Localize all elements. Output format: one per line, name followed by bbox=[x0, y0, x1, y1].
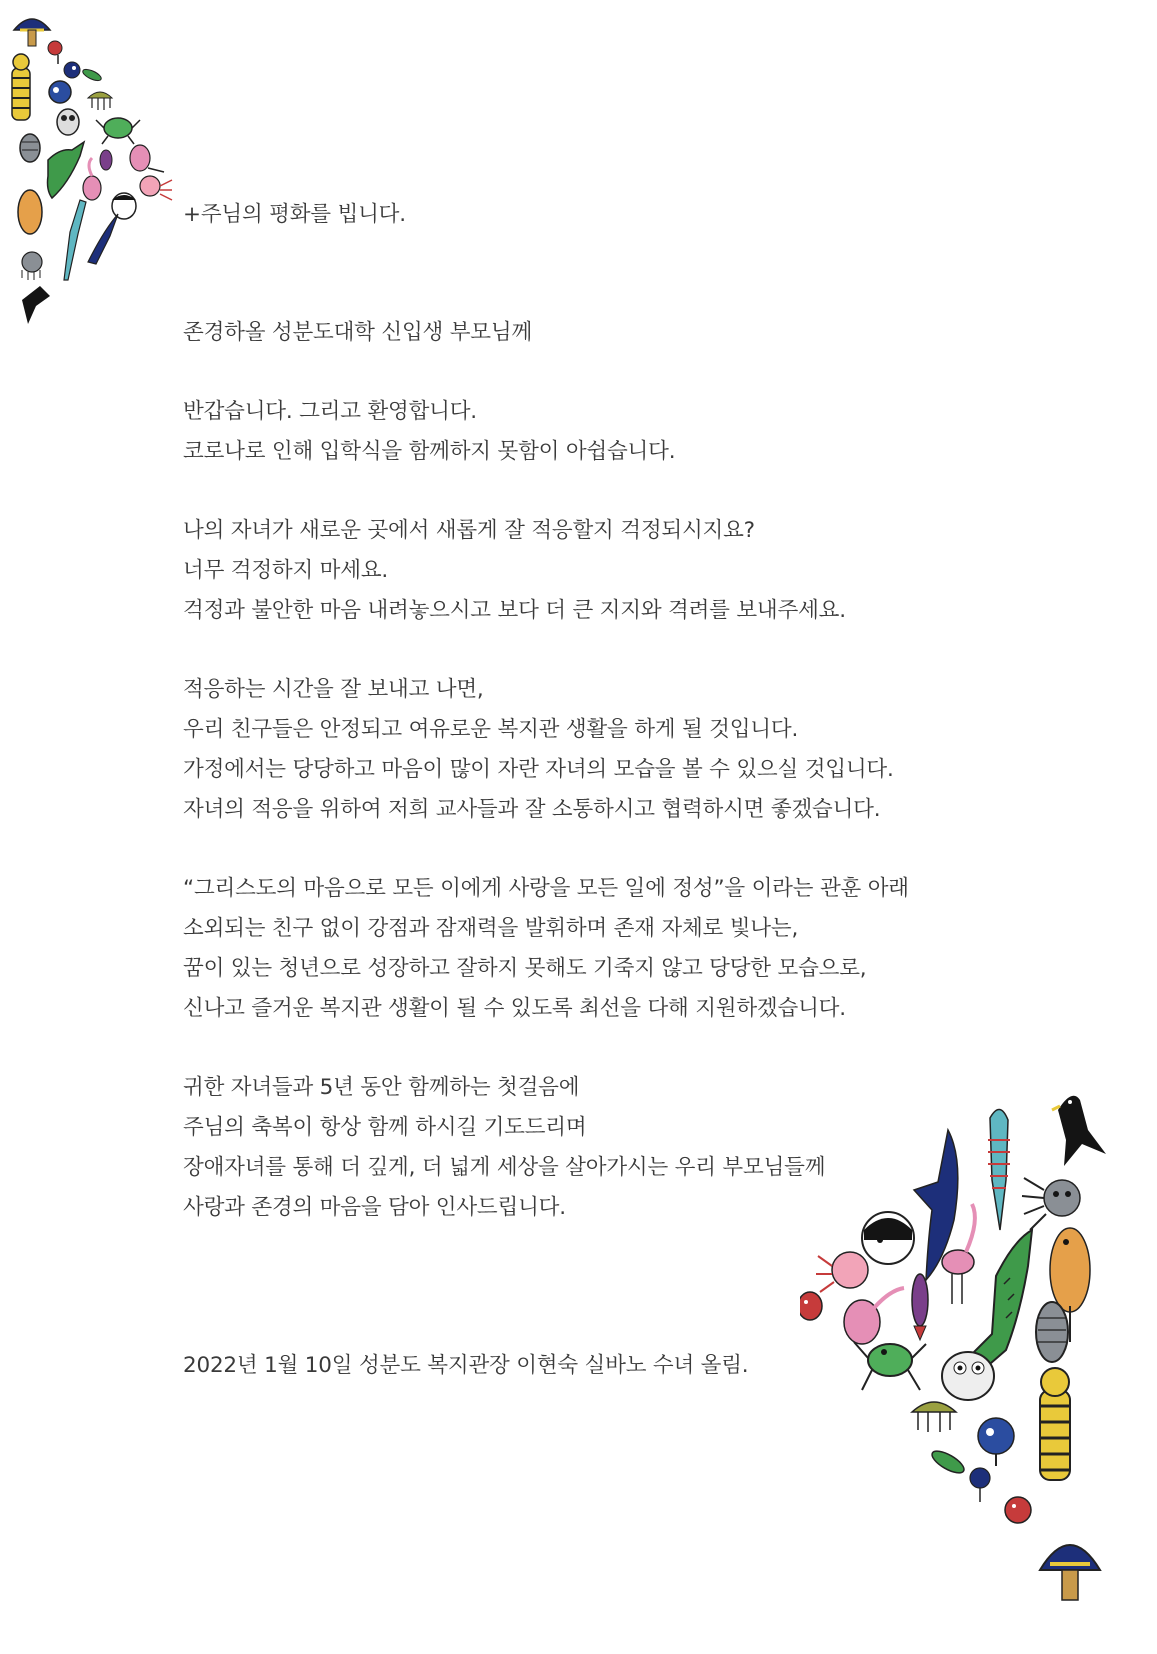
letter-salutation: 존경하올 성분도대학 신입생 부모님께 bbox=[183, 320, 533, 345]
letter-line: 귀한 자녀들과 5년 동안 함께하는 첫걸음에 bbox=[183, 1075, 580, 1100]
octopus-icon bbox=[816, 1252, 868, 1292]
owl-icon bbox=[57, 109, 79, 135]
blue-orb-icon bbox=[978, 1418, 1014, 1466]
blue-bird-icon bbox=[970, 1468, 990, 1502]
seal-icon bbox=[18, 190, 42, 234]
lizard-icon bbox=[929, 1447, 967, 1477]
teal-lizard-icon bbox=[988, 1109, 1010, 1230]
blue-bird-icon bbox=[64, 62, 80, 78]
blue-orb-icon bbox=[49, 81, 71, 103]
small-fish-icon bbox=[100, 150, 112, 170]
letter-line: 사랑과 존경의 마음을 담아 인사드립니다. bbox=[183, 1195, 566, 1220]
red-bird-icon bbox=[800, 1292, 822, 1320]
gray-jellyfish-icon bbox=[22, 252, 42, 280]
lizard-icon bbox=[81, 67, 103, 83]
tiger-icon bbox=[1040, 1368, 1070, 1480]
letter-line: 코로나로 인해 입학식을 함께하지 못함이 아쉽습니다. bbox=[183, 439, 676, 464]
jellyfish-icon bbox=[88, 92, 112, 110]
tiger-icon bbox=[12, 54, 30, 120]
letter-line: 반갑습니다. 그리고 환영합니다. bbox=[183, 399, 477, 424]
letter-line: 적응하는 시간을 잘 보내고 나면, bbox=[183, 677, 484, 702]
letter-line: 장애자녀를 통해 더 깊게, 더 넓게 세상을 살아가시는 우리 부모님들께 bbox=[183, 1155, 826, 1180]
letter-line: 나의 자녀가 새로운 곳에서 새롭게 잘 적응할지 걱정되시지요? bbox=[183, 518, 755, 543]
crocodile-icon bbox=[48, 142, 85, 198]
frog-icon bbox=[96, 118, 140, 144]
letter-line: 꿈이 있는 청년으로 성장하고 잘하지 못해도 기죽지 않고 당당한 모습으로, bbox=[183, 956, 867, 981]
owl-icon bbox=[942, 1352, 994, 1400]
black-bird-icon bbox=[22, 286, 50, 324]
penguin-icon bbox=[862, 1212, 914, 1264]
red-bird-icon bbox=[48, 41, 62, 64]
animal-drawings-top-left bbox=[0, 0, 200, 340]
pink-bird-icon bbox=[844, 1288, 904, 1344]
fish-icon bbox=[1036, 1302, 1068, 1362]
letter-greeting: +주님의 평화를 빕니다. bbox=[183, 202, 406, 227]
gray-jellyfish-icon bbox=[1022, 1178, 1080, 1230]
letter-line: 걱정과 불안한 마음 내려놓으시고 보다 더 큰 지지와 격려를 보내주세요. bbox=[183, 598, 846, 623]
small-fish-icon bbox=[912, 1274, 928, 1340]
letter-line: 가정에서는 당당하고 마음이 많이 자란 자녀의 모습을 볼 수 있으실 것입니다. bbox=[183, 757, 894, 782]
letter-line: “그리스도의 마음으로 모든 이에게 사랑을 모든 일에 정성”을 이라는 관훈 아래 bbox=[183, 876, 909, 901]
letter-line: 우리 친구들은 안정되고 여유로운 복지관 생활을 하게 될 것입니다. bbox=[183, 717, 799, 742]
animal-drawings-bottom-right bbox=[800, 1070, 1140, 1650]
letter-line: 너무 걱정하지 마세요. bbox=[183, 558, 389, 583]
fish-icon bbox=[20, 134, 40, 162]
black-bird-icon bbox=[1052, 1096, 1106, 1166]
frog-icon bbox=[854, 1342, 926, 1390]
letter-signature: 2022년 1월 10일 성분도 복지관장 이현숙 실바노 수녀 올림. bbox=[183, 1353, 749, 1378]
jellyfish-icon bbox=[912, 1402, 956, 1432]
letter-line: 신나고 즐거운 복지관 생활이 될 수 있도록 최선을 다해 지원하겠습니다. bbox=[183, 996, 846, 1021]
mushroom-icon bbox=[1040, 1545, 1100, 1600]
letter-line: 주님의 축복이 항상 함께 하시길 기도드리며 bbox=[183, 1115, 587, 1140]
teal-lizard-icon bbox=[64, 200, 86, 280]
penguin-icon bbox=[112, 193, 136, 219]
mushroom-icon bbox=[14, 19, 50, 46]
octopus-icon bbox=[140, 176, 172, 200]
letter-line: 자녀의 적응을 위하여 저희 교사들과 잘 소통하시고 협력하시면 좋겠습니다. bbox=[183, 797, 881, 822]
red-bird-icon bbox=[1005, 1497, 1031, 1523]
pink-bird-icon bbox=[130, 145, 164, 172]
shark-icon bbox=[88, 214, 118, 264]
flamingo-icon bbox=[83, 158, 101, 200]
letter-line: 소외되는 친구 없이 강점과 잠재력을 발휘하며 존재 자체로 빛나는, bbox=[183, 916, 799, 941]
